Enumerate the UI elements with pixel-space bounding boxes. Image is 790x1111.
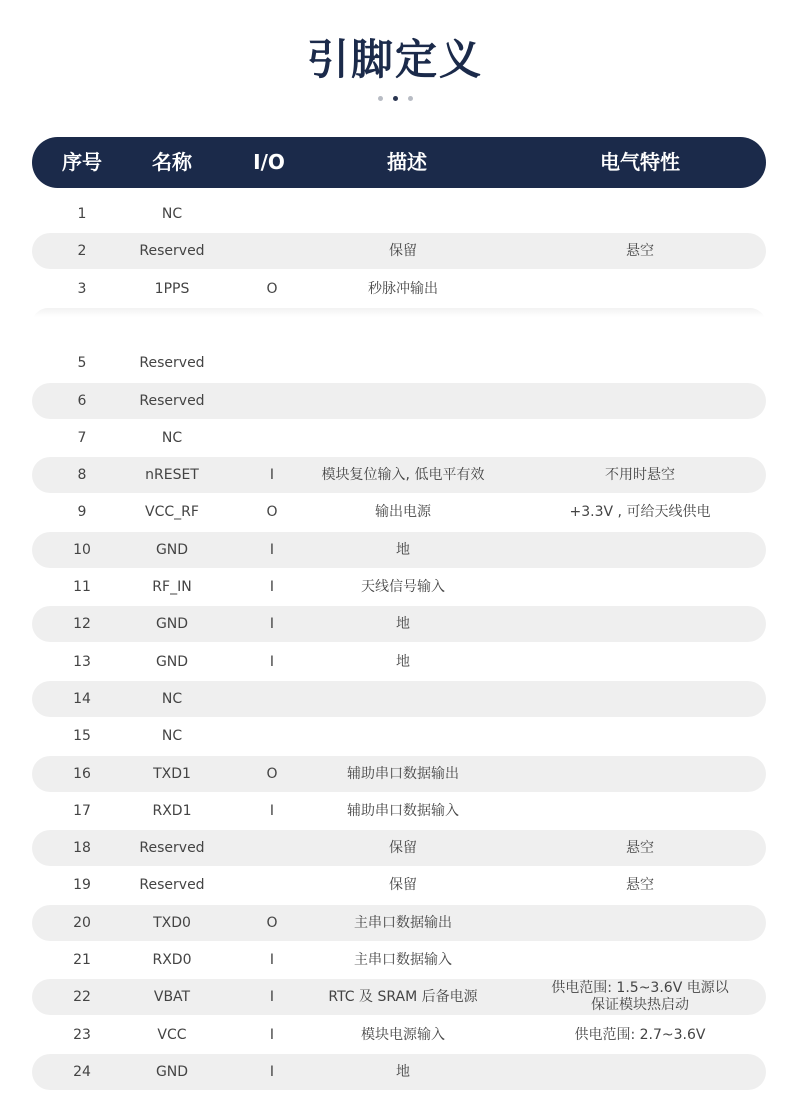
pin-io: I [269,951,275,968]
pin-electrical [542,756,738,792]
pin-name: VBAT [153,988,191,1005]
pin-name: TXD1 [153,765,191,782]
pin-description: 保留 [389,242,417,259]
pin-number: 8 [77,466,87,483]
pin-number: 6 [77,392,87,409]
pin-io: I [269,541,275,558]
pin-electrical [542,644,738,680]
pin-io [242,233,302,269]
pin-electrical [542,606,738,642]
pin-io: O [266,503,278,520]
pin-electrical: 供电范围: 2.7~3.6V [574,1026,706,1043]
table-row [32,196,766,232]
pin-number: 11 [73,578,91,595]
table-row [32,942,766,978]
pin-electrical: 悬空 [626,876,654,893]
table-row [32,905,766,941]
pin-name: Reserved [139,354,205,371]
table-row [32,308,766,338]
pin-number: 20 [73,914,91,931]
table-row [32,271,766,307]
pin-number: 17 [73,802,91,819]
pin-number: 2 [77,242,87,259]
carousel-dots [0,96,790,104]
pin-name: Reserved [139,242,205,259]
pin-io: I [269,1026,275,1043]
pin-electrical: 悬空 [626,839,654,856]
table-row [32,681,766,717]
pin-description: 模块电源输入 [361,1026,445,1043]
pin-io [242,383,302,419]
table-row [32,420,766,456]
pin-name: NC [161,429,183,446]
pin-number: 13 [73,653,91,670]
table-row [32,457,766,493]
pin-description: 辅助串口数据输出 [347,765,459,782]
pin-description: 保留 [389,839,417,856]
pin-description: 模块复位输入, 低电平有效 [321,466,485,483]
table-row [32,979,766,1015]
pin-io [242,867,302,903]
pin-description: 秒脉冲输出 [368,280,438,297]
pin-io: I [269,988,275,1005]
pin-name: NC [161,690,183,707]
table-row [32,383,766,419]
pin-io: I [269,578,275,595]
pin-description [302,196,504,232]
pin-number: 12 [73,615,91,632]
pin-description: 天线信号输入 [361,578,445,595]
pin-description: 主串口数据输出 [354,914,452,931]
table-row [32,830,766,866]
pin-number: 3 [77,280,87,297]
pin-name: Reserved [139,839,205,856]
pin-number: 22 [73,988,91,1005]
dot-indicator-active [393,96,398,101]
pin-description: 地 [396,653,410,670]
page-title: 引脚定义 [306,35,483,84]
pin-electrical [542,196,738,232]
pin-name: RXD0 [152,951,192,968]
pin-electrical: +3.3V , 可给天线供电 [569,503,711,520]
pin-electrical [542,793,738,829]
header-name: 名称 [152,150,192,174]
pin-description: 地 [396,1063,410,1080]
table-row [32,1054,766,1090]
table-row [32,494,766,530]
header-io: I/O [253,150,285,174]
pin-number: 18 [73,839,91,856]
pin-name: GND [155,1063,189,1080]
pin-description [302,383,504,419]
pin-description: 地 [396,615,410,632]
pin-number: 23 [73,1026,91,1043]
table-header [32,137,766,188]
pin-description: 辅助串口数据输入 [347,802,459,819]
pin-name: GND [155,615,189,632]
pin-io: I [269,1063,275,1080]
pin-io: I [269,802,275,819]
pin-number: 16 [73,765,91,782]
pin-io: O [266,280,278,297]
pin-name: RF_IN [152,578,192,595]
pin-description [302,420,504,456]
pin-name: VCC [157,1026,187,1043]
pin-name: TXD0 [153,914,191,931]
table-row [32,532,766,568]
table-row [32,606,766,642]
pin-electrical [542,905,738,941]
pin-name: Reserved [139,876,205,893]
pin-electrical [542,420,738,456]
pin-name: GND [155,653,189,670]
pin-io [242,420,302,456]
pin-electrical [542,532,738,568]
pin-electrical [542,718,738,754]
pin-io [242,681,302,717]
pin-description: 输出电源 [375,503,431,520]
table-row [32,644,766,680]
table-row [32,718,766,754]
pin-number: 5 [77,354,87,371]
pin-description [302,681,504,717]
dot-indicator [378,96,383,101]
pin-number: 24 [73,1063,91,1080]
pin-io: I [269,653,275,670]
pin-io [242,830,302,866]
table-row [32,345,766,381]
table-row [32,1017,766,1053]
pin-name: RXD1 [152,802,192,819]
pin-description [302,718,504,754]
pin-number: 7 [77,429,87,446]
pin-number: 1 [77,205,87,222]
pin-electrical [542,345,738,381]
pin-electrical [542,681,738,717]
pin-name: 1PPS [154,280,190,297]
header-elec: 电气特性 [600,150,680,174]
pin-io [242,718,302,754]
dot-indicator [408,96,413,101]
pin-io: I [269,466,275,483]
pin-name: Reserved [139,392,205,409]
pin-name: NC [161,727,183,744]
pin-number: 19 [73,876,91,893]
pin-electrical: 悬空 [626,242,654,259]
pin-io: I [269,615,275,632]
pin-number: 10 [73,541,91,558]
table-row [32,569,766,605]
pin-electrical [542,271,738,307]
pin-number: 15 [73,727,91,744]
pin-number: 9 [77,503,87,520]
pin-electrical [542,569,738,605]
pin-description [302,345,504,381]
table-row [32,793,766,829]
pin-description: 主串口数据输入 [354,951,452,968]
pin-description: 保留 [389,876,417,893]
pin-io [242,196,302,232]
pin-description: 地 [396,541,410,558]
pin-electrical: 不用时悬空 [605,466,675,483]
pin-io [242,345,302,381]
pin-io: O [266,914,278,931]
pin-io: O [266,765,278,782]
pin-name: VCC_RF [145,503,199,520]
pin-name: nRESET [145,466,199,483]
pin-electrical [542,942,738,978]
pin-name: NC [161,205,183,222]
pin-name: GND [155,541,189,558]
pin-description: RTC 及 SRAM 后备电源 [328,988,478,1005]
table-row [32,756,766,792]
pin-electrical: 供电范围: 1.5~3.6V 电源以 保证模块热启动 [551,980,729,1013]
pin-electrical [542,383,738,419]
pin-number: 21 [73,951,91,968]
pin-electrical [542,1054,738,1090]
table-row [32,233,766,269]
pin-number: 14 [73,690,91,707]
header-no: 序号 [62,150,102,174]
header-desc: 描述 [387,150,427,174]
table-row [32,867,766,903]
